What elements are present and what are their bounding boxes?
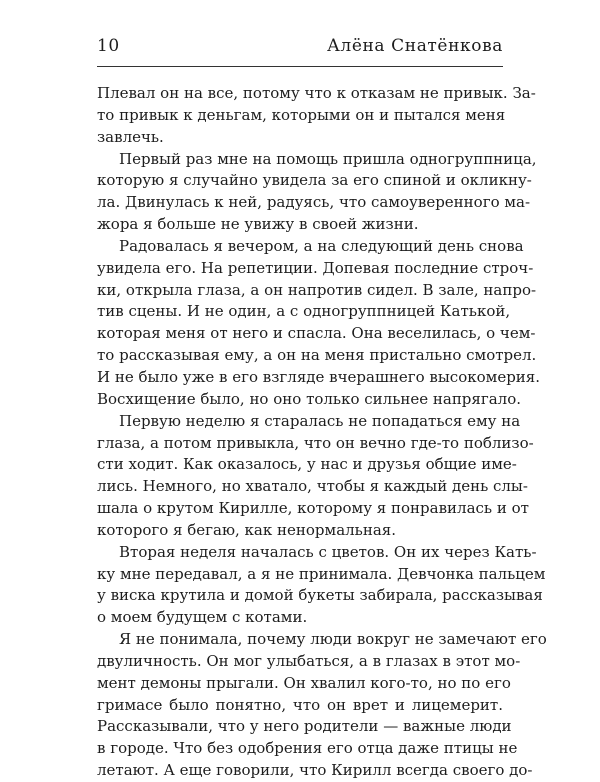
text-line: Вторая неделя началась с цветов. Он их через Кать-: [119, 542, 537, 561]
text-line: Радовалась я вечером, а на следующий день снова: [119, 236, 524, 255]
text-line: летают. А еще говорили, что Кирилл всегда своего до-: [97, 761, 533, 780]
text-line: Я не понимала, почему люди вокруг не замечают его: [119, 630, 547, 649]
text-line: Первую неделю я старалась не попадаться ему на: [119, 411, 521, 430]
text-line: жора я больше не увижу в своей жизни.: [97, 215, 419, 234]
text-line: сти ходит. Как оказалось, у нас и друзья общие име-: [97, 455, 517, 474]
text-line: шала о крутом Кирилле, которому я понравилась и от: [97, 499, 529, 518]
text-line: завлечь.: [97, 127, 164, 146]
paragraph: [97, 542, 546, 629]
text-line: мент демоны прыгали. Он хвалил кого-то, но по его: [97, 673, 511, 692]
running-header: [97, 36, 503, 60]
text-line: ку мне передавал, а я не принимала. Девчонка пальцем: [97, 564, 546, 583]
text-line: гримасе было понятно, что он врет и лицемерит.: [97, 695, 503, 714]
page-number: 10: [97, 36, 120, 56]
text-line: ла. Двинулась к ней, радуясь, что самоуверенного ма-: [97, 193, 531, 212]
text-line: И не было уже в его взгляде вчерашнего высокомерия.: [97, 367, 541, 386]
text-line: в городе. Что без одобрения его отца даже птицы не: [97, 739, 518, 758]
text-line: у виска крутила и домой букеты забирала, рассказывая: [97, 586, 543, 605]
text-line: глаза, а потом привыкла, что он вечно где-то поблизо-: [97, 433, 534, 452]
text-line: которого я бегаю, как ненормальная.: [97, 520, 397, 539]
header-rule: [97, 66, 503, 67]
paragraph: [97, 83, 536, 149]
text-line: то рассказывая ему, а он на меня пристально смотрел.: [97, 346, 537, 365]
text-line: Плевал он на все, потому что к отказам не привык. За-: [97, 84, 536, 102]
text-line: двуличность. Он мог улыбаться, а в глазах в этот мо-: [97, 651, 521, 670]
text-line: которая меня от него и спасла. Она веселилась, о чем-: [97, 324, 536, 343]
text-line: увидела его. На репетиции. Допевая последние строч-: [97, 258, 534, 277]
text-line: которую я случайно увидела за его спиной и окликну-: [97, 171, 532, 190]
text-line: лись. Немного, но хватало, чтобы я каждый день слы-: [97, 477, 528, 496]
paragraph: [97, 411, 534, 542]
text-line: ки, открыла глаза, а он напротив сидел. В зале, напро-: [97, 280, 537, 299]
author-name: Алёна Снатёнкова: [326, 36, 503, 56]
paragraph: [97, 629, 547, 782]
paragraph: [97, 149, 537, 236]
text-line: Первый раз мне на помощь пришла одногруппница,: [119, 149, 537, 168]
text-line: тив сцены. И не один, а с одногруппницей Катькой,: [97, 302, 511, 321]
text-line: Рассказывали, что у него родители — важные люди: [97, 717, 512, 736]
text-line: Восхищение было, но оно только сильнее напрягало.: [97, 389, 522, 408]
body-text: [97, 83, 547, 782]
text-line: о моем будущем с котами.: [97, 608, 308, 627]
text-line: то привык к деньгам, которыми он и пытался меня: [97, 105, 506, 124]
paragraph: [97, 236, 541, 411]
